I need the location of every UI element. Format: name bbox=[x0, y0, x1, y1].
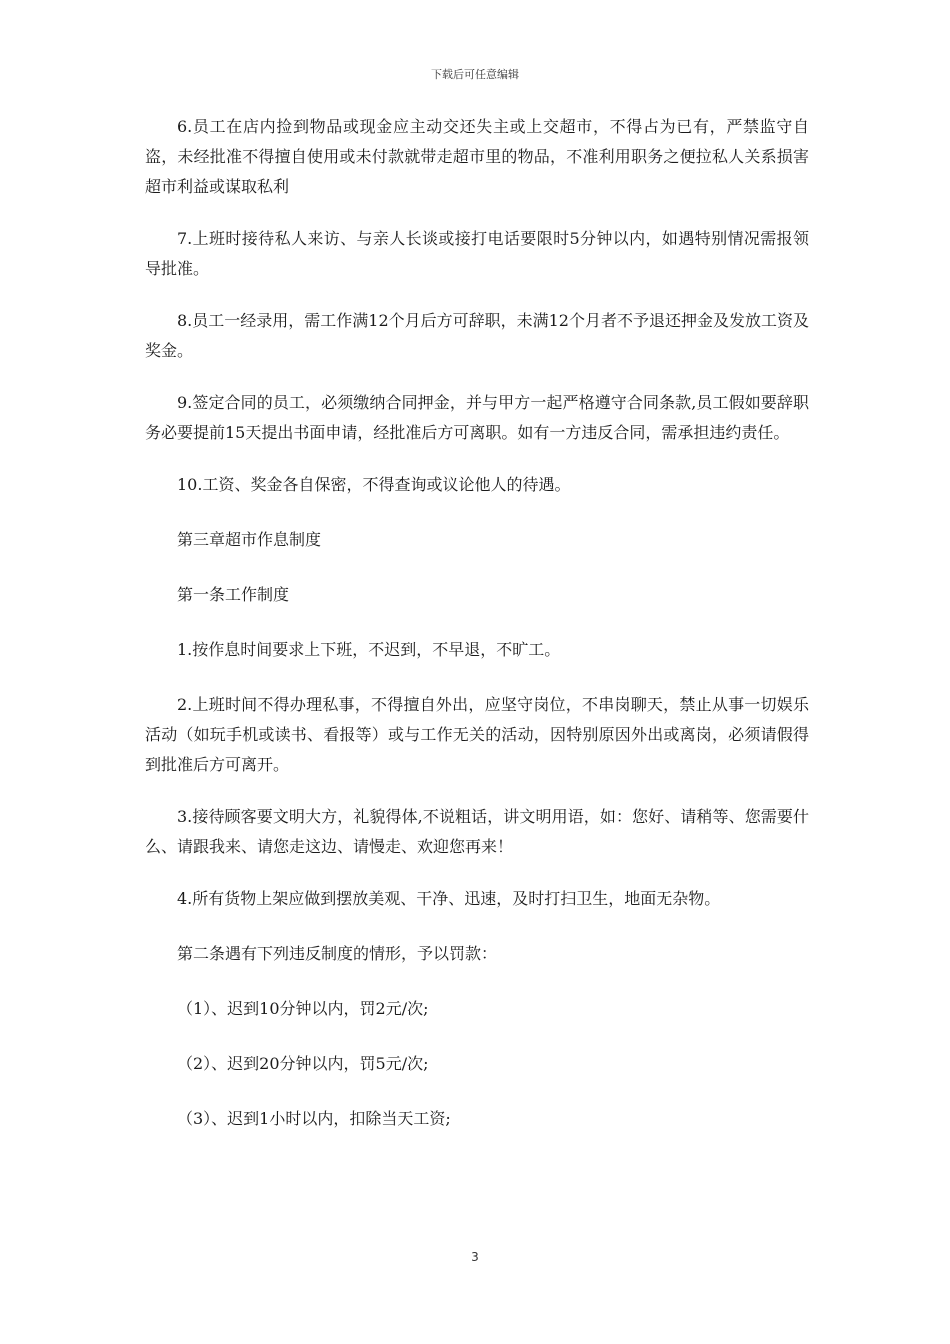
paragraph-article-9: 9.签定合同的员工，必须缴纳合同押金，并与甲方一起严格遵守合同条款,员工假如要辞职务必要提前15天提出书面申请，经批准后方可离职。如有一方违反合同，需承担违约责任。 bbox=[145, 393, 809, 442]
paragraph-article-10: 10.工资、奖金各自保密，不得查询或议论他人的待遇。 bbox=[177, 475, 571, 494]
paragraph-article-6: 6.员工在店内捡到物品或现金应主动交还失主或上交超市，不得占为已有，严禁监守自盗，未经批准不得擅自使用或未付款就带走超市里的物品，不准利用职务之便拉私人关系损害超市利益或谋取私利 bbox=[145, 117, 809, 196]
penalty-item-1: （1）、迟到10分钟以内，罚2元/次; bbox=[177, 999, 429, 1018]
paragraph-rule-4: 4.所有货物上架应做到摆放美观、干净、迅速，及时打扫卫生，地面无杂物。 bbox=[177, 889, 721, 908]
paragraph-article-8: 8.员工一经录用，需工作满12个月后方可辞职，未满12个月者不予退还押金及发放工资及奖金。 bbox=[145, 311, 809, 360]
paragraph-rule-3: 3.接待顾客要文明大方，礼貌得体,不说粗话，讲文明用语，如：您好、请稍等、您需要什么、请跟我来、请您走这边、请慢走、欢迎您再来！ bbox=[145, 807, 809, 856]
document-body bbox=[145, 112, 809, 1134]
chapter-heading: 第三章超市作息制度 bbox=[177, 530, 322, 549]
section-heading-work-rules: 第一条工作制度 bbox=[177, 585, 290, 604]
penalty-item-3: （3）、迟到1小时以内，扣除当天工资; bbox=[177, 1109, 451, 1128]
page-header: 下载后可任意编辑 bbox=[431, 68, 519, 81]
penalty-item-2: （2）、迟到20分钟以内，罚5元/次; bbox=[177, 1054, 429, 1073]
paragraph-article-7: 7.上班时接待私人来访、与亲人长谈或接打电话要限时5分钟以内，如遇特别情况需报领导批准。 bbox=[145, 229, 809, 278]
page-number: 3 bbox=[471, 1250, 479, 1264]
paragraph-rule-1: 1.按作息时间要求上下班，不迟到，不早退，不旷工。 bbox=[177, 640, 561, 659]
paragraph-rule-2: 2.上班时间不得办理私事，不得擅自外出，应坚守岗位，不串岗聊天，禁止从事一切娱乐活动（如玩手机或读书、看报等）或与工作无关的活动，因特别原因外出或离岗，必须请假得到批准后方可离开。 bbox=[145, 695, 809, 774]
section-heading-penalties: 第二条遇有下列违反制度的情形，予以罚款： bbox=[177, 944, 498, 963]
